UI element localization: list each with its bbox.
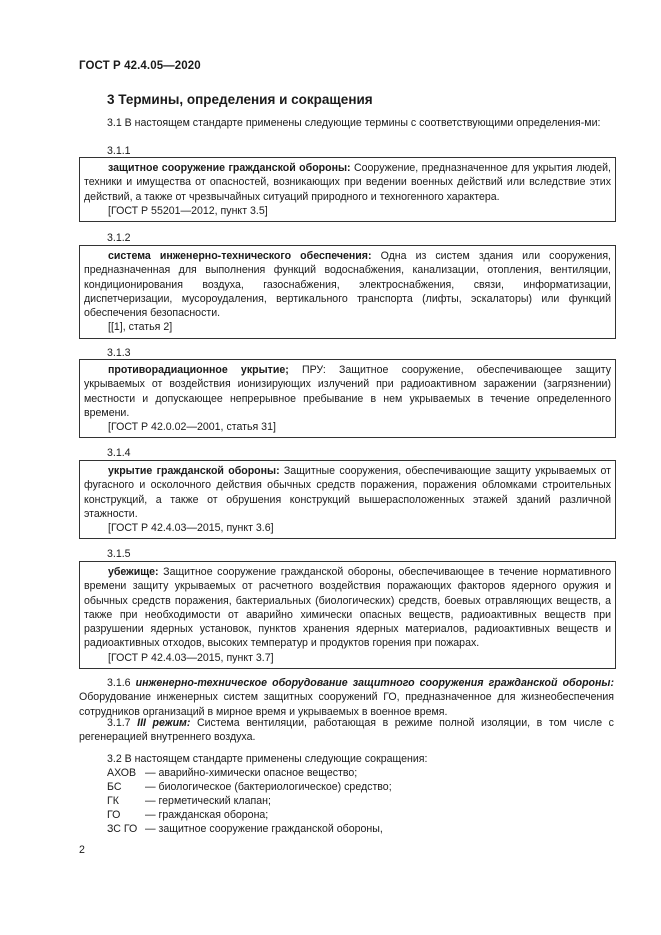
term-box [79,157,616,222]
term-text: Оборудование инженерных систем защитных сооружений ГО, предназначенное для жизнеобеспечения сотрудников организаций в мирное время и укрываемых в военное время. [79,691,614,718]
abbreviation-key: АХОВ [107,767,137,779]
abbreviation-row [107,767,357,779]
abbreviation-value: — гражданская оборона; [145,809,269,821]
term-text: Защитное сооружение гражданской обороны, обеспечивающее в течение нормативного времени защиту укрываемых от расчетного воздействия поражающих факторов ядерного оружия и обычных средств поражения, бактериальных (биологических) средств, боевых отравляющих веществ, а также при необходимости от аварийно химически опасных веществ, радиоактивных веществ при разрушении ядерных установок, пунктов хранения ядерных материалов, радиоактивных веществ и радиоактивных отходов, высоких температур и продуктов горения при пожарах. [84,566,611,650]
term-definition [84,565,611,651]
term-definition [84,464,611,521]
abbreviation-value: — биологическое (бактериологическое) средство; [145,781,392,793]
term-name: противорадиационное укрытие; [108,364,289,376]
term-source: [ГОСТ Р 42.4.03—2015, пункт 3.6] [108,522,274,535]
abbreviation-key: БС [107,781,122,793]
term-source: [ГОСТ Р 55201—2012, пункт 3.5] [108,204,268,217]
page-number: 2 [79,844,85,856]
term-source: [ГОСТ Р 42.4.03—2015, пункт 3.7] [108,651,274,664]
term-name: инженерно-техническое оборудование защитного сооружения гражданской обороны: [135,677,614,689]
abbreviation-key: ЗС ГО [107,823,138,835]
section-title: 3 Термины, определения и сокращения [107,92,373,107]
term-number: 3.1.7 [107,717,131,729]
term-number: 3.1.1 [107,145,131,157]
term-name: укрытие гражданской обороны: [108,465,280,477]
term-box [79,561,616,669]
term-name: III режим: [137,717,191,729]
abbreviation-value: — аварийно-химически опасное вещество; [145,767,358,779]
term-box [79,359,616,438]
term-number: 3.1.2 [107,232,131,244]
term-number: 3.1.3 [107,347,131,359]
term-box [79,460,616,539]
term-source: [ГОСТ Р 42.0.02—2001, статья 31] [108,421,276,434]
abbreviation-value: — герметический клапан; [145,795,271,807]
term-text: Сооружение, предназначенное для укрытия людей, техники и имущества от опасностей, возникающих при ведении военных действий или вследствие этих действий, а также от чрезвычайных ситуаций природного и техногенного характера. [84,162,611,203]
term-definition [84,363,611,420]
term-number: 3.1.4 [107,447,131,459]
abbreviation-row [107,795,271,807]
term-definition [84,161,611,204]
term-text: Защитные сооружения, обеспечивающие защиту укрываемых от фугасного и осколочного действия обычных средств поражения, поражения обломками строительных конструкций, а также от обрушения конструкций вышерасположенных этажей зданий различной этажности. [84,465,611,520]
term-317 [79,716,614,745]
term-number: 3.1.5 [107,548,131,560]
abbreviation-row [107,823,383,835]
abbreviation-row [107,809,268,821]
term-name: защитное сооружение гражданской обороны: [108,162,351,174]
term-text: ПРУ: Защитное сооружение, обеспечивающее защиту укрываемых от воздействия ионизирующих излучений при радиоактивном заражении (загрязнении) местности и допускающее непрерывное пребывание в нем укрываемых в течение определенного времени. [84,364,612,419]
term-box [79,245,616,339]
term-number: 3.1.6 [107,677,131,689]
terms-intro: 3.1 В настоящем стандарте применены следующие термины с соответствующими определения-ми: [107,117,601,129]
term-name: убежище: [108,566,159,578]
term-definition [84,249,611,320]
abbreviation-value: — защитное сооружение гражданской обороны, [145,823,383,835]
term-text: Система вентиляции, работающая в режиме полной изоляции, в том числе с регенерацией внутреннего воздуха. [79,717,614,744]
abbreviation-key: ГК [107,795,119,807]
abbreviation-row [107,781,392,793]
term-source: [[1], статья 2] [108,321,173,334]
abbreviations-intro: 3.2 В настоящем стандарте применены следующие сокращения: [107,753,428,765]
abbreviation-key: ГО [107,809,121,821]
term-text: Одна из систем здания или сооружения, предназначенная для выполнения функций водоснабжения, канализации, отопления, вентиляции, кондиционирования воздуха, газоснабжения, электроснабжения, связи, информатизации, диспетчеризации, мусороудаления, вертикального транспорта (лифты, эскалаторы) или функций обеспечения безопасности. [84,250,611,320]
term-name: система инженерно-технического обеспечения: [108,250,372,262]
term-316 [79,676,614,719]
document-code: ГОСТ Р 42.4.05—2020 [79,60,201,72]
